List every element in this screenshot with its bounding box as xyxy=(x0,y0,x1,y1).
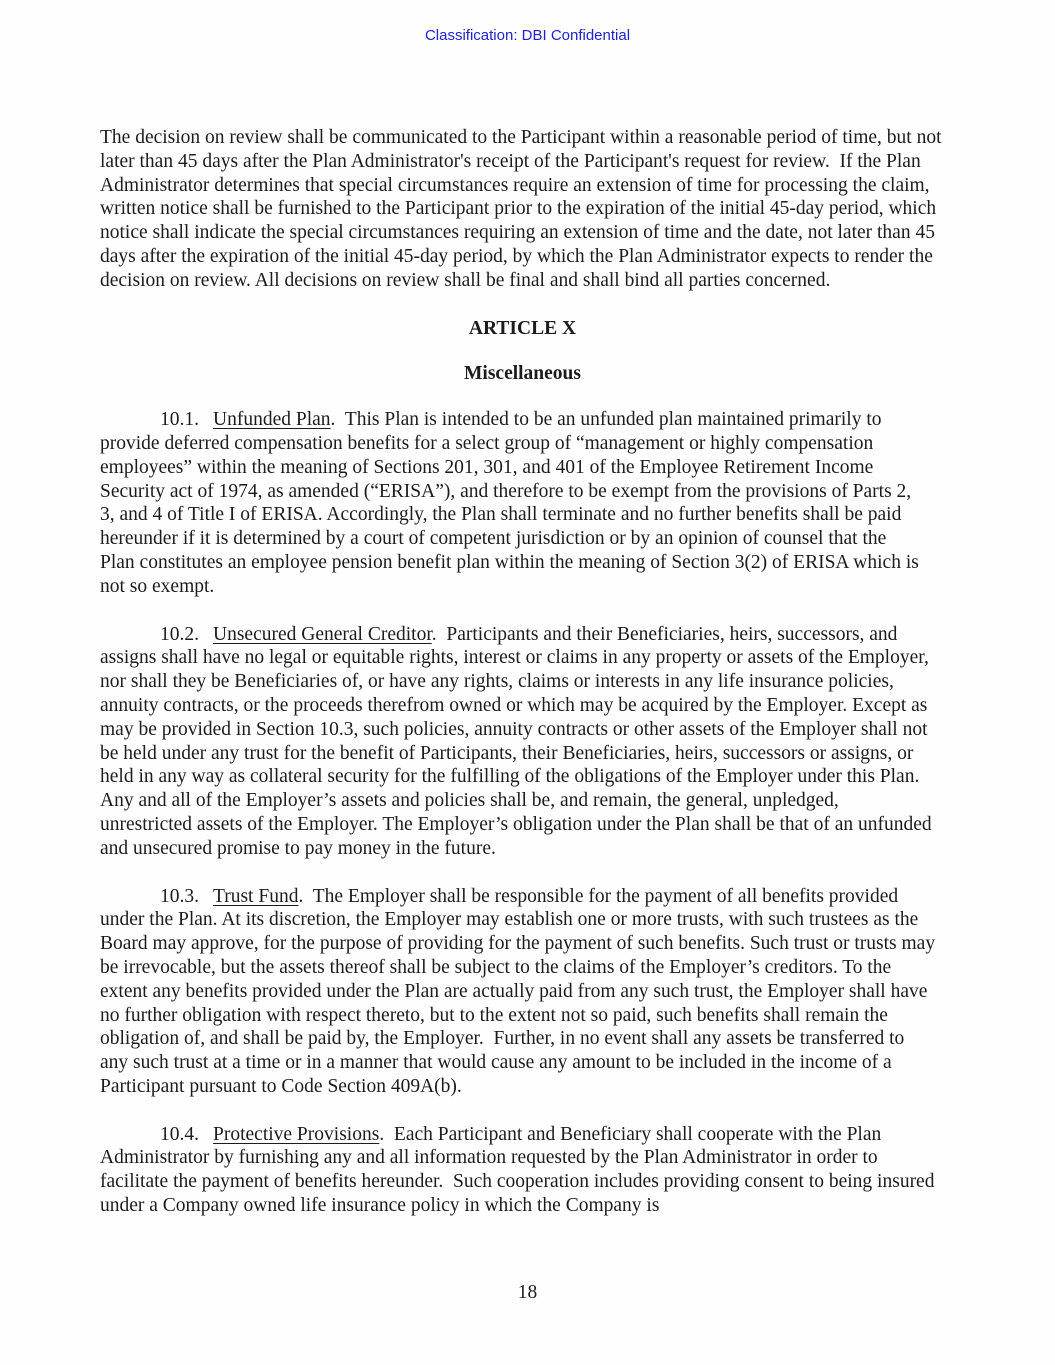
section-title: Trust Fund xyxy=(213,885,299,907)
section-title: Protective Provisions xyxy=(213,1123,380,1145)
section-10-3 xyxy=(100,885,940,1099)
classification-banner: Classification: DBI Confidential xyxy=(424,27,631,44)
section-number: 10.2. xyxy=(160,623,199,645)
section-body: . Participants and their Beneficiaries, heirs, successors, and assigns shall have no legal or equitable rights, interest or claims in any property or assets of the Employer, nor shall they be Beneficiaries of, or have any rights, claims or interests in any life insurance policies, annuity contracts, or the proceeds therefrom owned or which may be acquired by the Employer. Except as may be provided in Section 10.3, such policies, annuity contracts or other assets of the Employer shall not be held under any trust for the benefit of Participants, their Beneficiaries, heirs, successors or assigns, or held in any way as collateral security for the fulfilling of the obligations of the Employer under this Plan. Any and all of the Employer’s assets and policies shall be, and remain, the general, unpledged, unrestricted assets of the Employer. The Employer’s obligation under the Plan shall be that of an unfunded and unsecured promise to pay money in the future. xyxy=(100,623,937,859)
section-body: . Each Participant and Beneficiary shall cooperate with the Plan Administrator by furnishing any and all information requested by the Plan Administrator in order to facilitate the payment of benefits hereunder. Such cooperation includes providing consent to being insured under a Company owned life insurance policy in which the Company is xyxy=(100,1123,940,1217)
section-number: 10.3. xyxy=(160,885,199,907)
intro-paragraph: The decision on review shall be communicated to the Participant within a reasonable period of time, but not later than 45 days after the Plan Administrator's receipt of the Participant's request for review. If the Plan Administrator determines that special circumstances require an extension of time for processing the claim, written notice shall be furnished to the Participant prior to the expiration of the initial 45-day period, which notice shall indicate the special circumstances requiring an extension of time and the date, not later than 45 days after the expiration of the initial 45-day period, by which the Plan Administrator expects to render the decision on review. All decisions on review shall be final and shall bind all parties concerned. xyxy=(100,127,947,291)
section-10-1 xyxy=(100,408,924,598)
section-number: 10.1. xyxy=(160,409,199,431)
article-subheading: Miscellaneous xyxy=(464,363,581,385)
document-body xyxy=(100,126,945,1242)
section-10-4 xyxy=(100,1123,940,1218)
section-title: Unsecured General Creditor xyxy=(213,623,432,645)
article-heading: ARTICLE X xyxy=(468,317,577,339)
page-number: 18 xyxy=(517,1282,538,1303)
section-title: Unfunded Plan xyxy=(213,409,331,431)
section-number: 10.4. xyxy=(160,1123,199,1145)
section-body: . The Employer shall be responsible for the payment of all benefits provided under the Plan. At its discretion, the Employer may establish one or more trusts, with such trustees as the Board may approve, for the purpose of providing for the payment of such benefits. Such trust or trusts may be irrevocable, but the assets thereof shall be subject to the claims of the Employer’s creditors. To the extent any benefits provided under the Plan are actually paid from any such trust, the Employer shall have no further obligation with respect thereto, but to the extent not so paid, such benefits shall remain the obligation of, and shall be paid by, the Employer. Further, in no event shall any assets be transferred to any such trust at a time or in a manner that would cause any amount to be included in the income of a Participant pursuant to Code Section 409A(b). xyxy=(100,885,940,1097)
section-body: . This Plan is intended to be an unfunded plan maintained primarily to provide deferred compensation benefits for a select group of “management or highly compensation employees” within the meaning of Sections 201, 301, and 401 of the Employee Retirement Income Security act of 1974, as amended (“ERISA”), and therefore to be exempt from the provisions of Parts 2, 3, and 4 of Title I of ERISA. Accordingly, the Plan shall terminate and no further benefits shall be paid hereunder if it is determined by a court of competent jurisdiction or by an opinion of counsel that the Plan constitutes an employee pension benefit plan within the meaning of Section 3(2) of ERISA which is not so exempt. xyxy=(100,409,924,597)
section-10-2 xyxy=(100,623,937,861)
